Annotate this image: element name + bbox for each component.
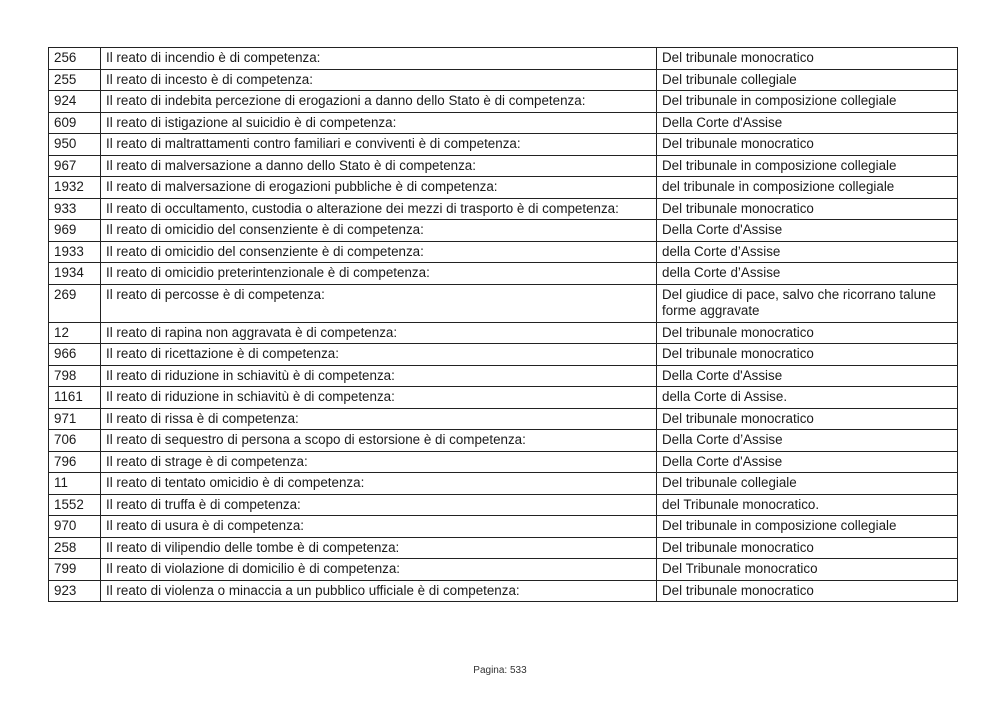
answer-cell: Del tribunale collegiale <box>657 69 958 91</box>
answer-cell: Della Corte d'Assise <box>657 451 958 473</box>
table-row <box>49 365 958 387</box>
answer-cell: della Corte d’Assise <box>657 241 958 263</box>
question-text-cell: Il reato di riduzione in schiavitù è di competenza: <box>101 387 657 409</box>
table-row <box>49 408 958 430</box>
answer-cell: Del tribunale monocratico <box>657 48 958 70</box>
answer-cell: Del giudice di pace, salvo che ricorrano talune forme aggravate <box>657 284 958 322</box>
question-text-cell: Il reato di strage è di competenza: <box>101 451 657 473</box>
answer-cell: Del tribunale monocratico <box>657 344 958 366</box>
question-id-cell: 11 <box>49 473 101 495</box>
answer-cell: del Tribunale monocratico. <box>657 494 958 516</box>
table-row <box>49 430 958 452</box>
answer-cell: della Corte di Assise. <box>657 387 958 409</box>
question-id-cell: 269 <box>49 284 101 322</box>
question-id-cell: 1161 <box>49 387 101 409</box>
question-text-cell: Il reato di sequestro di persona a scopo di estorsione è di competenza: <box>101 430 657 452</box>
question-id-cell: 258 <box>49 537 101 559</box>
question-id-cell: 609 <box>49 112 101 134</box>
question-text-cell: Il reato di omicidio preterintenzionale è di competenza: <box>101 263 657 285</box>
question-id-cell: 969 <box>49 220 101 242</box>
question-text-cell: Il reato di truffa è di competenza: <box>101 494 657 516</box>
question-id-cell: 255 <box>49 69 101 91</box>
question-text-cell: Il reato di omicidio del consenziente è di competenza: <box>101 220 657 242</box>
question-text-cell: Il reato di indebita percezione di erogazioni a danno dello Stato è di competenza: <box>101 91 657 113</box>
table-row <box>49 155 958 177</box>
question-id-cell: 971 <box>49 408 101 430</box>
question-id-cell: 706 <box>49 430 101 452</box>
question-text-cell: Il reato di ricettazione è di competenza: <box>101 344 657 366</box>
question-id-cell: 923 <box>49 580 101 602</box>
question-text-cell: Il reato di percosse è di competenza: <box>101 284 657 322</box>
question-id-cell: 256 <box>49 48 101 70</box>
table-row <box>49 451 958 473</box>
table-row <box>49 494 958 516</box>
table-row <box>49 48 958 70</box>
page-number: Pagina: 533 <box>473 665 527 676</box>
question-text-cell: Il reato di omicidio del consenziente è di competenza: <box>101 241 657 263</box>
answer-cell: Del tribunale monocratico <box>657 134 958 156</box>
question-id-cell: 933 <box>49 198 101 220</box>
table-row <box>49 580 958 602</box>
answer-cell: Del tribunale in composizione collegiale <box>657 516 958 538</box>
question-id-cell: 924 <box>49 91 101 113</box>
answer-cell: Del tribunale collegiale <box>657 473 958 495</box>
question-text-cell: Il reato di tentato omicidio è di competenza: <box>101 473 657 495</box>
answer-cell: Della Corte d'Assise <box>657 220 958 242</box>
table-row <box>49 112 958 134</box>
table-row <box>49 322 958 344</box>
answer-cell: Del tribunale in composizione collegiale <box>657 155 958 177</box>
question-text-cell: Il reato di incendio è di competenza: <box>101 48 657 70</box>
answer-cell: Del Tribunale monocratico <box>657 559 958 581</box>
table-row <box>49 284 958 322</box>
question-id-cell: 1934 <box>49 263 101 285</box>
question-id-cell: 798 <box>49 365 101 387</box>
question-id-cell: 799 <box>49 559 101 581</box>
question-text-cell: Il reato di violazione di domicilio è di competenza: <box>101 559 657 581</box>
table-row <box>49 241 958 263</box>
question-text-cell: Il reato di maltrattamenti contro familiari e conviventi è di competenza: <box>101 134 657 156</box>
question-text-cell: Il reato di riduzione in schiavitù è di competenza: <box>101 365 657 387</box>
answer-cell: Del tribunale monocratico <box>657 408 958 430</box>
question-text-cell: Il reato di rissa è di competenza: <box>101 408 657 430</box>
question-id-cell: 970 <box>49 516 101 538</box>
table-row <box>49 387 958 409</box>
answer-cell: Del tribunale monocratico <box>657 580 958 602</box>
answer-cell: Del tribunale in composizione collegiale <box>657 91 958 113</box>
question-text-cell: Il reato di rapina non aggravata è di competenza: <box>101 322 657 344</box>
question-id-cell: 796 <box>49 451 101 473</box>
question-text-cell: Il reato di violenza o minaccia a un pubblico ufficiale è di competenza: <box>101 580 657 602</box>
question-id-cell: 1933 <box>49 241 101 263</box>
table-row <box>49 69 958 91</box>
question-text-cell: Il reato di incesto è di competenza: <box>101 69 657 91</box>
question-id-cell: 1552 <box>49 494 101 516</box>
table-row <box>49 263 958 285</box>
answer-cell: Della Corte d'Assise <box>657 112 958 134</box>
table-row <box>49 177 958 199</box>
answer-cell: Del tribunale monocratico <box>657 322 958 344</box>
table-row <box>49 220 958 242</box>
answer-cell: Della Corte d'Assise <box>657 365 958 387</box>
question-id-cell: 12 <box>49 322 101 344</box>
table-row <box>49 91 958 113</box>
question-id-cell: 967 <box>49 155 101 177</box>
question-text-cell: Il reato di occultamento, custodia o alterazione dei mezzi di trasporto è di competenza: <box>101 198 657 220</box>
question-id-cell: 1932 <box>49 177 101 199</box>
table-row <box>49 344 958 366</box>
table-row <box>49 516 958 538</box>
table-row <box>49 537 958 559</box>
answer-cell: Del tribunale monocratico <box>657 198 958 220</box>
document-page <box>48 47 957 602</box>
question-text-cell: Il reato di istigazione al suicidio è di competenza: <box>101 112 657 134</box>
question-table-body <box>49 48 958 602</box>
question-table <box>48 47 958 602</box>
answer-cell: Del tribunale monocratico <box>657 537 958 559</box>
question-text-cell: Il reato di vilipendio delle tombe è di competenza: <box>101 537 657 559</box>
answer-cell: Della Corte d’Assise <box>657 430 958 452</box>
table-row <box>49 134 958 156</box>
answer-cell: del tribunale in composizione collegiale <box>657 177 958 199</box>
question-id-cell: 966 <box>49 344 101 366</box>
table-row <box>49 198 958 220</box>
table-row <box>49 559 958 581</box>
question-text-cell: Il reato di usura è di competenza: <box>101 516 657 538</box>
answer-cell: della Corte d’Assise <box>657 263 958 285</box>
question-text-cell: Il reato di malversazione a danno dello Stato è di competenza: <box>101 155 657 177</box>
question-id-cell: 950 <box>49 134 101 156</box>
table-row <box>49 473 958 495</box>
question-text-cell: Il reato di malversazione di erogazioni pubbliche è di competenza: <box>101 177 657 199</box>
